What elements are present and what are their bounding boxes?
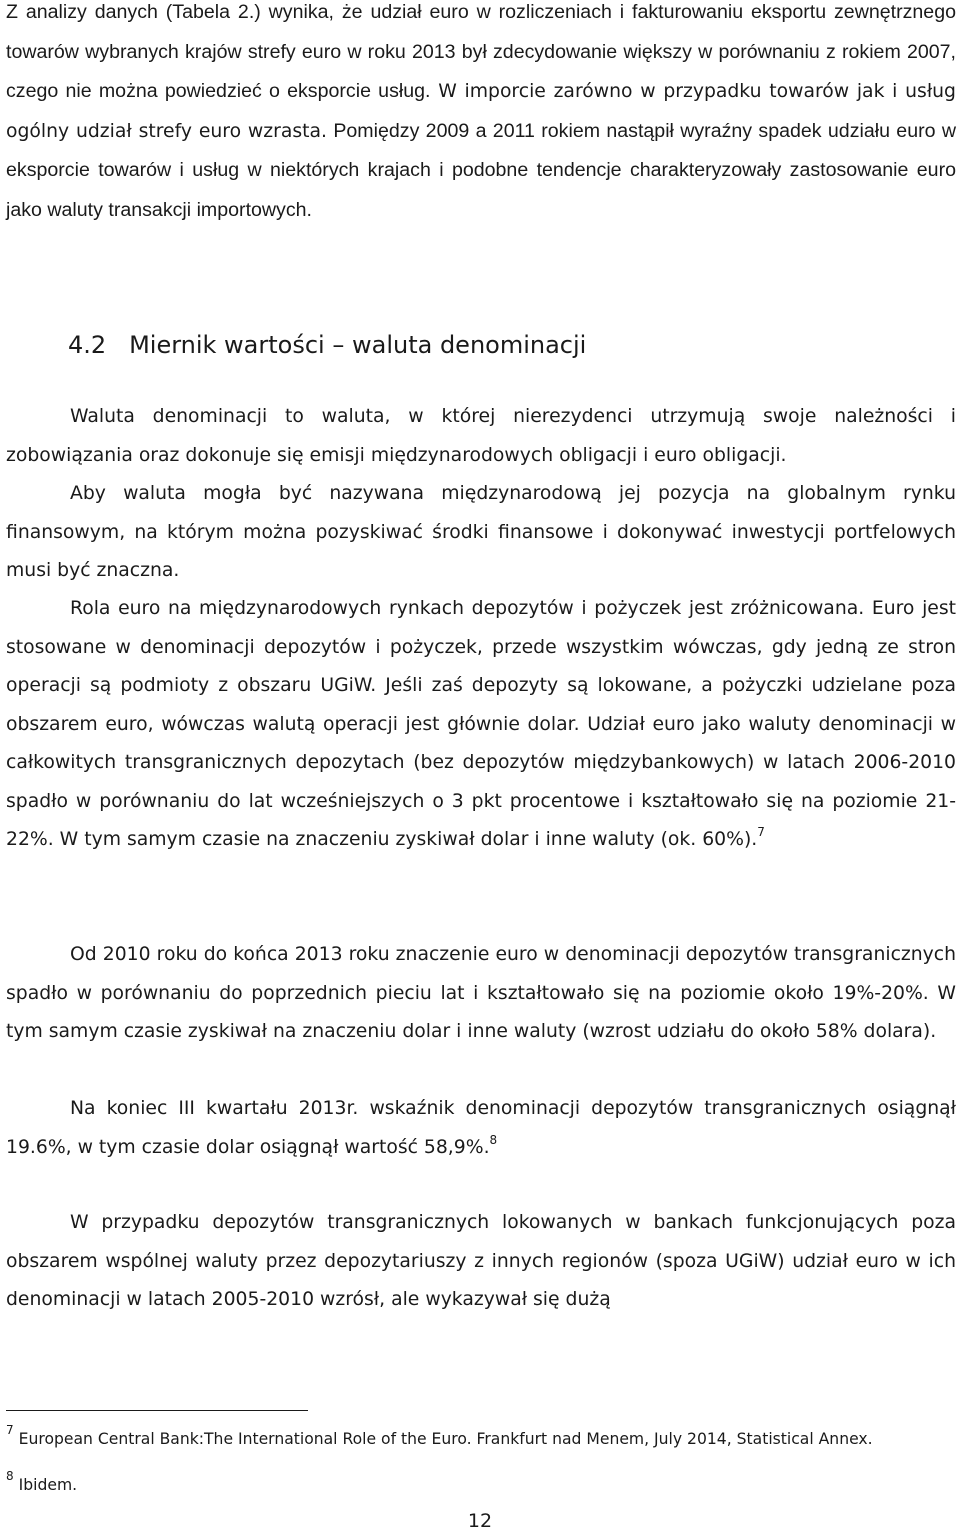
section-number: 4.2	[68, 331, 107, 359]
paragraph-intro-part1: Z analizy danych (Tabela 2.) wynika, że udział euro w rozliczeniach i fakturowaniu eksportu zewnętrznego towarów wybranych krajów strefy euro w roku 2013 był zdecydowanie większy w porównaniu z rokiem 2007, czego nie można powiedzieć o eksporcie usług.	[6, 1, 956, 102]
footnote-7	[6, 1420, 956, 1449]
footnote-8	[6, 1466, 956, 1495]
paragraph-denomination-definition: Waluta denominacji to waluta, w której nierezydenci utrzymują swoje należności i zobowiązania oraz dokonuje się emisji międzynarodowych obligacji i euro obligacji.	[6, 406, 956, 466]
page-number: 12	[467, 1510, 493, 1532]
paragraph-2010-2013: Od 2010 roku do końca 2013 roku znaczenie euro w denominacji depozytów transgranicznych spadło w porównaniu do poprzednich pieciu lat i kształtowało się na poziomie około 19%-20%. W tym samym czasie zyskiwał na znaczeniu dolar i inne waluty (wzrost udziału do około 58% dolara).	[6, 944, 956, 1042]
paragraph-deposits-loans-text: Rola euro na międzynarodowych rynkach depozytów i pożyczek jest zróżnicowana. Euro jest stosowane w denominacji depozytów i pożyczek, przede wszystkim wówczas, gdy jedną ze stron operacji są podmioty z obszaru UGiW. Jeśli zaś depozyty są lokowane, a pożyczki udzielane poza obszarem euro, wówczas walutą operacji jest głównie dolar. Udział euro jako waluty denominacji w całkowitych transgranicznych depozytach (bez depozytów międzybankowych) w latach 2006-2010 spadło w porównaniu do lat wcześniejszych o 3 pkt procentowe i kształtowało się na poziomie 21-22%. W tym samym czasie na znaczeniu zyskiwał dolar i inne waluty (ok. 60%).	[6, 598, 956, 850]
footnote-8-number: 8	[6, 1469, 14, 1483]
paragraph-q3-2013	[6, 1090, 956, 1167]
section-title: Miernik wartości – waluta denominacji	[129, 331, 587, 359]
footnote-8-text: Ibidem.	[18, 1476, 78, 1494]
footnote-ref-8: 8	[489, 1132, 498, 1147]
paragraph-outside-euro-area: W przypadku depozytów transgranicznych lokowanych w bankach funkcjonujących poza obszarem wspólnej waluty przez depozytariuszy z innych regionów (spoza UGiW) udział euro w ich denominacji w latach 2005-2010 wzrósł, ale wykazywał się dużą	[6, 1212, 956, 1310]
footnote-7-number: 7	[6, 1423, 14, 1437]
footnote-ref-7: 7	[757, 825, 765, 839]
section-heading	[68, 326, 586, 364]
paragraph-q3-2013-text: Na koniec III kwartału 2013r. wskaźnik denominacji depozytów transgranicznych osiągnął 19.6%, w tym czasie dolar osiągnął wartość 58,9%.	[6, 1098, 956, 1158]
paragraph-intro-part3: Pomiędzy 2009 a 2011 rokiem nastąpił wyraźny spadek udziału euro w eksporcie towarów i usług w niektórych krajach i podobne tendencje charakteryzowały zastosowanie euro jako waluty transakcji importowych.	[6, 119, 956, 221]
paragraph-deposits-loans	[6, 590, 956, 860]
footnote-7-text: European Central Bank:The International Role of the Euro. Frankfurt nad Menem, July 2014, Statistical Annex.	[18, 1430, 873, 1448]
footnote-divider	[6, 1410, 308, 1411]
paragraph-intro	[6, 0, 956, 230]
paragraph-international-currency: Aby waluta mogła być nazywana międzynarodową jej pozycja na globalnym rynku finansowym, na którym można pozyskiwać środki finansowe i dokonywać inwestycji portfelowych musi być znaczna.	[6, 483, 956, 581]
paragraph-intro-part2: W imporcie zarówno w przypadku towarów jak i usług ogólny udział strefy euro wzrasta.	[6, 81, 956, 142]
